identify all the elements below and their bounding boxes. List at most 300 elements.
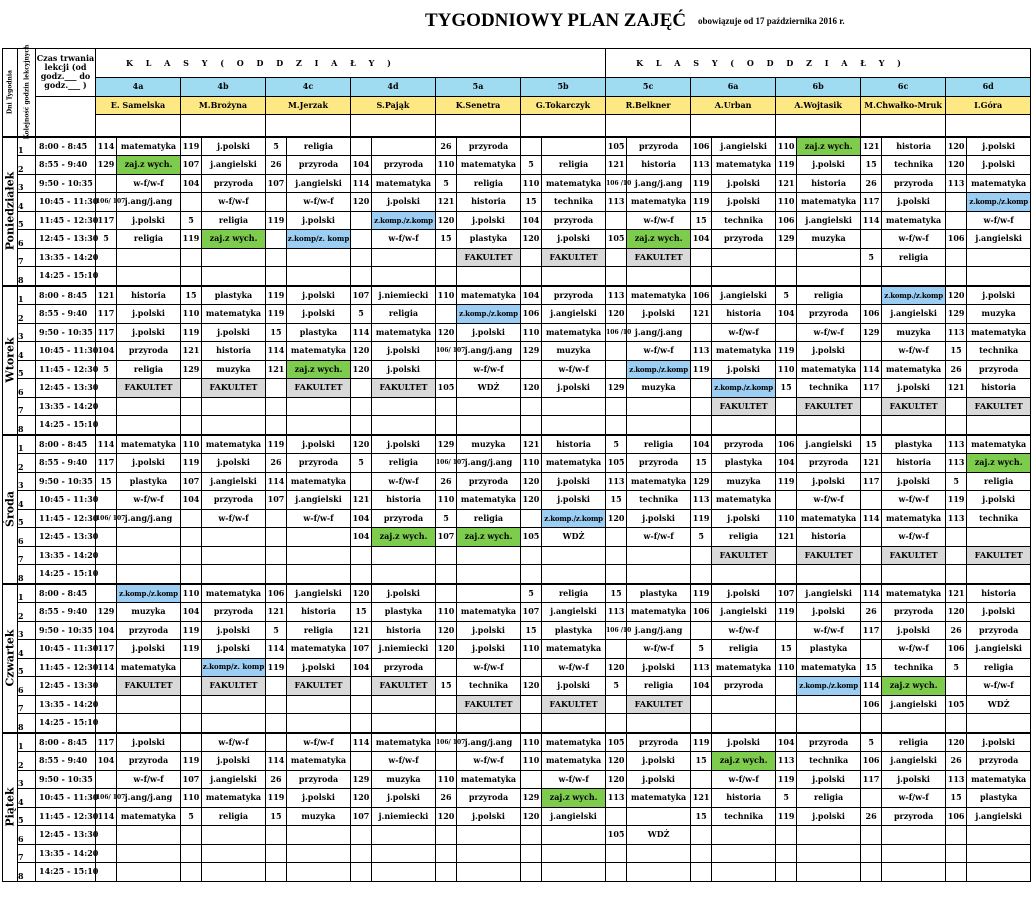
room-number [776, 248, 797, 267]
room-number: 117 [96, 733, 117, 752]
subject-cell: przyroda [542, 211, 606, 230]
room-number: 121 [776, 528, 797, 547]
subject-cell: FAKULTET [372, 677, 436, 696]
room-number [266, 546, 287, 565]
subject-cell: matematyka [627, 286, 691, 305]
subject-cell: z.komp./z.komp [542, 509, 606, 528]
room-number: 119 [181, 454, 202, 473]
subject-cell: FAKULTET [287, 677, 351, 696]
subject-cell: matematyka [457, 770, 521, 789]
room-number [96, 416, 117, 435]
subject-cell [457, 844, 521, 863]
lesson-time: 9:50 - 10:35 [36, 472, 96, 491]
subject-cell: matematyka [457, 603, 521, 622]
subject-cell: przyroda [457, 789, 521, 808]
room-number: 114 [861, 584, 882, 603]
subject-cell: w-f/w-f [797, 491, 861, 510]
room-number: 121 [436, 193, 457, 212]
subject-cell: j.ang/j.ang [627, 323, 691, 342]
subject-cell: zaj.z wych. [797, 137, 861, 156]
room-number: 15 [606, 584, 627, 603]
subject-cell: w-f/w-f [542, 770, 606, 789]
subject-cell [287, 844, 351, 863]
room-number [96, 695, 117, 714]
room-number: 110 [521, 752, 542, 771]
room-number [861, 640, 882, 659]
lesson-time: 10:45 - 11:30 [36, 640, 96, 659]
subject-cell: matematyka [372, 323, 436, 342]
subject-cell: matematyka [202, 435, 266, 454]
room-number [521, 360, 542, 379]
lesson-time: 13:35 - 14:20 [36, 397, 96, 416]
room-number [946, 677, 967, 696]
subject-cell: w-f/w-f [117, 491, 181, 510]
room-number: 110 [436, 286, 457, 305]
room-number: 121 [861, 137, 882, 156]
room-number: 119 [266, 435, 287, 454]
day-label: Poniedziałek [3, 171, 17, 251]
subject-cell: historia [372, 491, 436, 510]
subject-cell: FAKULTET [882, 397, 946, 416]
subject-cell [457, 584, 521, 603]
subject-cell [457, 397, 521, 416]
subject-cell: przyroda [627, 733, 691, 752]
subject-cell [202, 565, 266, 584]
lesson-time: 9:50 - 10:35 [36, 770, 96, 789]
subject-cell: w-f/w-f [882, 528, 946, 547]
room-number: 110 [436, 603, 457, 622]
room-number: 113 [946, 770, 967, 789]
subject-cell: technika [797, 379, 861, 398]
subject-cell [372, 844, 436, 863]
teacher-name: E. Samelska [96, 96, 181, 115]
subject-cell: FAKULTET [797, 397, 861, 416]
room-number: 5 [861, 733, 882, 752]
subject-cell: muzyka [287, 807, 351, 826]
subject-cell: matematyka [287, 752, 351, 771]
empty-cell [691, 115, 776, 137]
room-number: 15 [946, 342, 967, 361]
subject-cell [287, 546, 351, 565]
room-number: 129 [946, 305, 967, 324]
lesson-number: 8 [18, 565, 36, 584]
room-number: 114 [96, 435, 117, 454]
room-number [436, 695, 457, 714]
room-number [351, 863, 372, 882]
room-number [96, 677, 117, 696]
lesson-time: 13:35 - 14:20 [36, 248, 96, 267]
room-number [181, 528, 202, 547]
room-number: 105 [606, 230, 627, 249]
subject-cell: muzyka [117, 603, 181, 622]
room-number: 119 [266, 286, 287, 305]
room-number: 104 [351, 156, 372, 175]
subject-cell: religia [457, 509, 521, 528]
room-number: 129 [436, 435, 457, 454]
room-number [266, 397, 287, 416]
subject-cell: j.polski [287, 286, 351, 305]
subject-cell [967, 416, 1031, 435]
room-number [521, 137, 542, 156]
subject-cell [117, 826, 181, 845]
subject-cell: religia [797, 286, 861, 305]
room-number: 106/ 107 [96, 193, 117, 212]
room-number: 104 [521, 286, 542, 305]
room-number: 106 [691, 286, 712, 305]
subject-cell: plastyka [457, 230, 521, 249]
subject-cell: muzyka [967, 305, 1031, 324]
subject-cell [797, 565, 861, 584]
subject-cell: j.polski [202, 454, 266, 473]
subject-cell: zaj.z wych. [627, 230, 691, 249]
subject-cell: religia [287, 137, 351, 156]
subject-cell: j.polski [542, 472, 606, 491]
teacher-name: G.Tokarczyk [521, 96, 606, 115]
room-number: 105 [606, 826, 627, 845]
subject-cell [457, 546, 521, 565]
subject-cell: j.polski [882, 621, 946, 640]
lesson-time: 9:50 - 10:35 [36, 323, 96, 342]
subject-cell: plastyka [117, 472, 181, 491]
room-number [861, 714, 882, 733]
room-number [861, 286, 882, 305]
room-number: 119 [776, 770, 797, 789]
room-number: 104 [776, 733, 797, 752]
lesson-number: 7 [18, 844, 36, 863]
subject-cell [882, 416, 946, 435]
room-number: 105 [436, 379, 457, 398]
subject-cell [627, 714, 691, 733]
subject-cell: j.polski [797, 807, 861, 826]
room-number [776, 397, 797, 416]
subject-cell: j.polski [457, 211, 521, 230]
class-name: 6b [776, 78, 861, 97]
room-number: 121 [946, 584, 967, 603]
subject-cell: historia [372, 621, 436, 640]
subject-cell [372, 248, 436, 267]
room-number: 117 [861, 193, 882, 212]
subject-cell: religia [287, 621, 351, 640]
subject-cell: plastyka [967, 789, 1031, 808]
lesson-time: 12:45 - 13:30 [36, 230, 96, 249]
subject-cell: muzyka [457, 435, 521, 454]
subject-cell [372, 863, 436, 882]
subject-cell: FAKULTET [967, 397, 1031, 416]
room-number: 110 [776, 509, 797, 528]
room-number: 5 [351, 305, 372, 324]
subject-cell: historia [712, 305, 776, 324]
room-number: 110 [436, 156, 457, 175]
room-number: 120 [436, 621, 457, 640]
room-number: 104 [691, 677, 712, 696]
room-number: 26 [946, 360, 967, 379]
room-number: 113 [691, 658, 712, 677]
room-number: 106/ 107 [96, 789, 117, 808]
subject-cell: j.polski [542, 379, 606, 398]
subject-cell [372, 565, 436, 584]
teacher-name: S.Pająk [351, 96, 436, 115]
room-number: 105 [606, 137, 627, 156]
subject-cell: j.polski [287, 211, 351, 230]
subject-cell: w-f/w-f [712, 621, 776, 640]
subject-cell: j.polski [117, 454, 181, 473]
room-number [96, 546, 117, 565]
class-name: 6c [861, 78, 946, 97]
empty-cell [266, 115, 351, 137]
subject-cell: matematyka [542, 174, 606, 193]
room-number: 5 [181, 807, 202, 826]
room-number [861, 789, 882, 808]
room-number [521, 509, 542, 528]
room-number [436, 658, 457, 677]
room-number [776, 621, 797, 640]
teacher-name: M.Brożyna [181, 96, 266, 115]
empty-cell [96, 115, 181, 137]
room-number: 129 [861, 323, 882, 342]
subject-cell: j.polski [797, 156, 861, 175]
subject-cell: j.angielski [882, 695, 946, 714]
room-number: 119 [181, 621, 202, 640]
room-number: 104 [691, 435, 712, 454]
room-number: 120 [521, 230, 542, 249]
teacher-name: K.Senetra [436, 96, 521, 115]
room-number: 15 [691, 752, 712, 771]
room-number [691, 826, 712, 845]
subject-cell: religia [372, 305, 436, 324]
room-number [351, 546, 372, 565]
room-number: 26 [266, 770, 287, 789]
subject-cell: j.niemiecki [372, 286, 436, 305]
room-number: 104 [181, 491, 202, 510]
room-number [436, 565, 457, 584]
subject-cell: FAKULTET [882, 546, 946, 565]
lesson-time: 12:45 - 13:30 [36, 826, 96, 845]
lesson-number: 8 [18, 863, 36, 882]
subject-cell: matematyka [627, 193, 691, 212]
room-number: 110 [521, 640, 542, 659]
subject-cell [117, 397, 181, 416]
subject-cell: w-f/w-f [202, 193, 266, 212]
subject-cell: religia [627, 677, 691, 696]
teacher-name: A.Wojtasik [776, 96, 861, 115]
subject-cell: w-f/w-f [882, 491, 946, 510]
class-name: 5b [521, 78, 606, 97]
room-number [266, 230, 287, 249]
room-number: 110 [181, 789, 202, 808]
room-number: 120 [606, 770, 627, 789]
subject-cell: matematyka [712, 156, 776, 175]
subject-cell [457, 416, 521, 435]
subject-cell: historia [797, 528, 861, 547]
subject-cell: matematyka [542, 323, 606, 342]
day-label: Piątek [3, 787, 17, 827]
subject-cell: WDŻ [457, 379, 521, 398]
subject-cell: w-f/w-f [202, 733, 266, 752]
subject-cell: j.polski [287, 305, 351, 324]
lesson-time: 10:45 - 11:30 [36, 789, 96, 808]
room-number: 5 [436, 509, 457, 528]
room-number [691, 844, 712, 863]
subject-cell: j.polski [627, 770, 691, 789]
lesson-time: 14:25 - 15:10 [36, 267, 96, 286]
subject-cell: plastyka [542, 621, 606, 640]
room-number: 26 [861, 174, 882, 193]
subject-cell [627, 416, 691, 435]
days-header-label: Dni Tygodnia [6, 70, 14, 115]
room-number: 113 [946, 435, 967, 454]
subject-cell [202, 714, 266, 733]
room-number: 113 [946, 174, 967, 193]
lesson-time: 11:45 - 12:30 [36, 658, 96, 677]
subject-cell: j.polski [542, 491, 606, 510]
subject-cell: religia [117, 360, 181, 379]
subject-cell [797, 267, 861, 286]
room-number: 5 [606, 677, 627, 696]
day-name [3, 584, 18, 733]
subject-cell: zaj.z wych. [287, 360, 351, 379]
room-number: 119 [181, 640, 202, 659]
lesson-time: 8:00 - 8:45 [36, 286, 96, 305]
subject-cell: matematyka [542, 733, 606, 752]
room-number: 113 [691, 156, 712, 175]
room-number [96, 863, 117, 882]
class-name: 6a [691, 78, 776, 97]
room-number: 120 [606, 752, 627, 771]
room-number [266, 695, 287, 714]
lesson-number: 2 [18, 454, 36, 473]
room-number: 114 [861, 360, 882, 379]
subject-cell [967, 826, 1031, 845]
room-number: 5 [861, 248, 882, 267]
subject-cell: matematyka [967, 174, 1031, 193]
room-number [776, 714, 797, 733]
subject-cell: w-f/w-f [627, 211, 691, 230]
subject-cell: FAKULTET [712, 546, 776, 565]
room-number: 117 [861, 770, 882, 789]
lesson-number: 5 [18, 211, 36, 230]
subject-cell: plastyka [712, 454, 776, 473]
room-number [861, 528, 882, 547]
lesson-number: 3 [18, 621, 36, 640]
empty-cell [946, 115, 1031, 137]
room-number [946, 267, 967, 286]
subject-cell [287, 695, 351, 714]
subject-cell: matematyka [202, 305, 266, 324]
subject-cell: j.angielski [287, 491, 351, 510]
room-number: 5 [776, 789, 797, 808]
subject-cell: z.komp/z. komp [202, 658, 266, 677]
room-number [436, 546, 457, 565]
subject-cell: j.polski [117, 323, 181, 342]
room-number: 107 [436, 528, 457, 547]
room-number [96, 267, 117, 286]
subject-cell: j.polski [627, 658, 691, 677]
room-number [436, 863, 457, 882]
subject-cell: muzyka [202, 360, 266, 379]
room-number: 110 [181, 584, 202, 603]
empty-cell [521, 115, 606, 137]
room-number: 114 [861, 211, 882, 230]
room-number [436, 752, 457, 771]
room-number: 106 [946, 640, 967, 659]
subject-cell [712, 416, 776, 435]
subject-cell: FAKULTET [967, 546, 1031, 565]
room-number: 120 [436, 807, 457, 826]
lesson-time: 13:35 - 14:20 [36, 844, 96, 863]
room-number: 120 [436, 640, 457, 659]
subject-cell [797, 416, 861, 435]
empty-cell [36, 96, 96, 137]
subject-cell [117, 565, 181, 584]
room-number [96, 174, 117, 193]
room-number [351, 267, 372, 286]
subject-cell [287, 826, 351, 845]
room-number [776, 491, 797, 510]
subject-cell: w-f/w-f [287, 193, 351, 212]
room-number: 106 [946, 230, 967, 249]
lessons-header-label: Kolejność godzin lekcyjnych [23, 44, 30, 140]
room-number: 119 [776, 807, 797, 826]
subject-cell: FAKULTET [117, 677, 181, 696]
subject-cell [627, 267, 691, 286]
room-number: 5 [96, 360, 117, 379]
subject-cell: plastyka [372, 603, 436, 622]
subject-cell: j.ang/j.ang [627, 174, 691, 193]
room-number [606, 416, 627, 435]
room-number: 15 [266, 323, 287, 342]
subject-cell: zaj.z wych. [202, 230, 266, 249]
subject-cell: j.ang/j.ang [457, 733, 521, 752]
subject-cell: j.polski [627, 305, 691, 324]
room-number: 106/ 107 [96, 509, 117, 528]
room-number: 110 [181, 305, 202, 324]
subject-cell [117, 695, 181, 714]
room-number: 117 [96, 211, 117, 230]
room-number: 120 [351, 360, 372, 379]
room-number [521, 695, 542, 714]
room-number: 106/ 107 [436, 733, 457, 752]
room-number [691, 379, 712, 398]
lesson-number: 2 [18, 603, 36, 622]
teacher-name: M.Chwałko-Mruk [861, 96, 946, 115]
room-number [776, 695, 797, 714]
subject-cell: j.niemiecki [372, 640, 436, 659]
room-number: 5 [946, 472, 967, 491]
lesson-number: 5 [18, 807, 36, 826]
subject-cell: przyroda [967, 752, 1031, 771]
subject-cell: FAKULTET [627, 695, 691, 714]
subject-cell: matematyka [882, 509, 946, 528]
room-number [266, 733, 287, 752]
room-number: 106 [861, 305, 882, 324]
teacher-name: M.Jerzak [266, 96, 351, 115]
room-number: 15 [521, 621, 542, 640]
room-number: 106 /10 [606, 323, 627, 342]
subject-cell: FAKULTET [542, 248, 606, 267]
room-number: 117 [96, 323, 117, 342]
subject-cell: j.polski [287, 658, 351, 677]
room-number: 15 [776, 640, 797, 659]
room-number: 107 [776, 584, 797, 603]
room-number [946, 248, 967, 267]
room-number [606, 267, 627, 286]
subject-cell [372, 397, 436, 416]
room-number: 121 [521, 435, 542, 454]
subject-cell: j.angielski [967, 807, 1031, 826]
lesson-time: 11:45 - 12:30 [36, 807, 96, 826]
room-number [946, 826, 967, 845]
room-number: 117 [96, 305, 117, 324]
